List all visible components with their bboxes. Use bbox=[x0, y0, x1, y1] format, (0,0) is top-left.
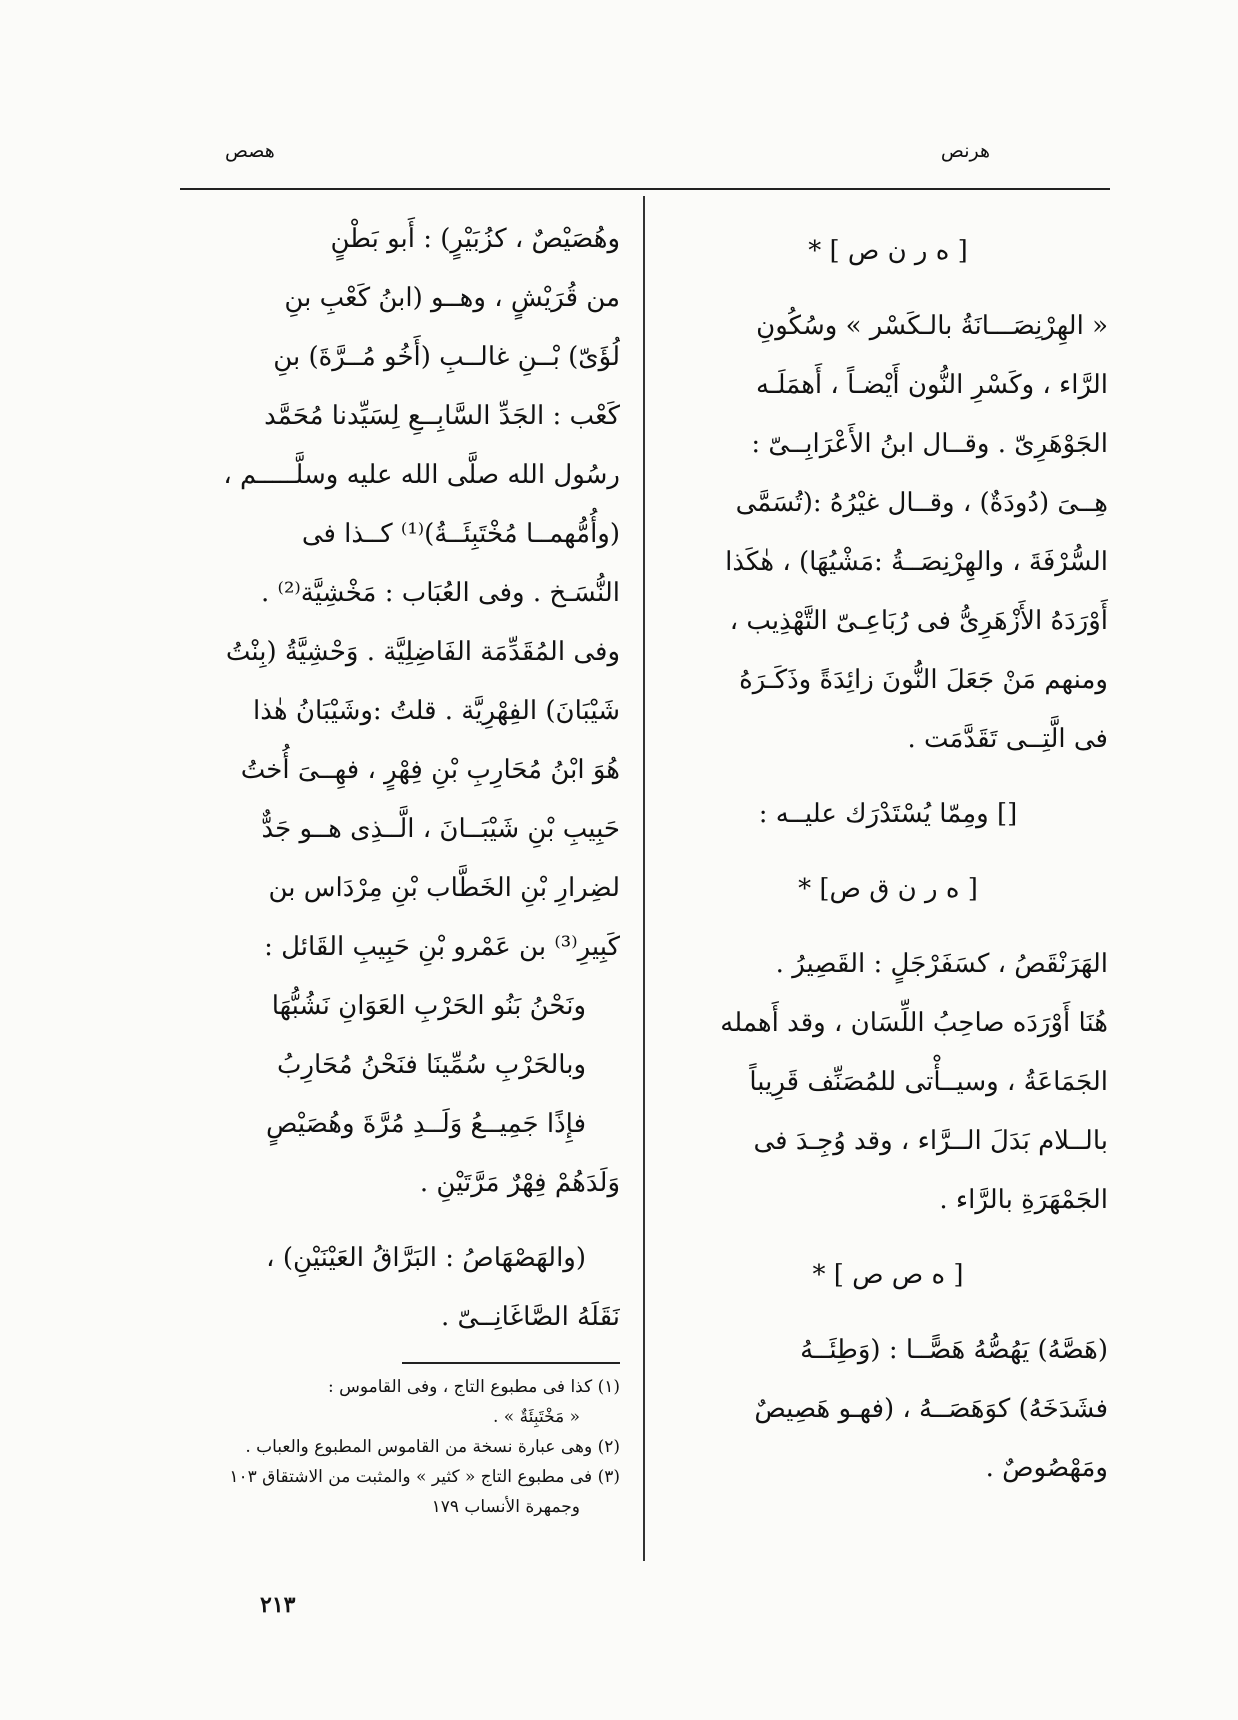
text-line: النُّسَـخ . وفى العُبَاب : مَخْشِيَّة⁽²⁾ . bbox=[261, 578, 620, 608]
verse-line: وبالحَرْبِ سُمِّينَا فنَحْنُ مُحَارِبُ bbox=[277, 1050, 586, 1080]
text-line: أَوْرَدَهُ الأَزْهَرِىُّ فى رُبَاعِـىّ التَّهْذِيب ، bbox=[729, 606, 1108, 636]
footnotes bbox=[180, 1372, 620, 1522]
entry-heading: [ ه ر ن ص ] * bbox=[808, 236, 968, 266]
header-rule bbox=[180, 188, 1110, 190]
text-line: الجَمْهَرَةِ بالرَّاء . bbox=[939, 1185, 1108, 1215]
entry-heading: [ ه ر ن ق ص] * bbox=[798, 874, 978, 904]
footnote: (٣) فى مطبوع التاج « كثير » والمثبت من الاشتقاق ١٠٣ bbox=[229, 1467, 620, 1487]
text-line: فشَدَخَهُ) كوَهَصَــهُ ، (فهـو هَصِيصٌ bbox=[754, 1394, 1108, 1424]
column-divider bbox=[643, 196, 645, 1561]
text-line: وَلَدَهُمْ فِهْرٌ مَرَّتَيْنِ . bbox=[419, 1168, 620, 1198]
text-line: كَعْب : الجَدِّ السَّابِــعِ لِسَيِّدنا مُحَمَّد bbox=[264, 401, 620, 431]
running-header-left: هصص bbox=[225, 140, 275, 162]
text-line: « الهِرْنِصَـــانَةُ بالـكَسْر » وسُكُونِ bbox=[756, 311, 1108, 341]
text-line: من قُرَيْشٍ ، وهــو (ابنُ كَعْبِ بنِ bbox=[284, 283, 620, 313]
text-line: وهُصَيْصٌ ، كزُبَيْرٍ) : أَبو بَطْنٍ bbox=[330, 224, 620, 254]
footnote: (١) كذا فى مطبوع التاج ، وفى القاموس : bbox=[327, 1377, 620, 1397]
text-line: هُنَا أَوْرَدَه صاحِبُ اللِّسَان ، وقد أَهمله bbox=[720, 1008, 1108, 1038]
text-line: (هَصَّهُ) يَهُصُّهُ هَصًّــا : (وَطِئَــهُ bbox=[800, 1335, 1108, 1365]
text-line: شَيْبَانَ) الفِهْرِيَّة . قلتُ :وشَيْبَانُ هٰذا bbox=[253, 696, 620, 726]
text-line: وفى المُقَدِّمَة الفَاضِلِيَّة . وَحْشِيَّةُ (بِنْتُ bbox=[225, 637, 620, 667]
text-line: (وأُمُّهمــا مُخْتَبِئَــةُ)⁽¹⁾ كــذا فى bbox=[301, 519, 620, 549]
text-line: السُّرْفَةَ ، والهِرْنِصَــةُ :مَشْيُهَا) ، هٰكَذا bbox=[725, 547, 1108, 577]
verse-line: ونَحْنُ بَنُو الحَرْبِ العَوَانِ نَشُبُّهَا bbox=[271, 991, 586, 1021]
text-line: الجَمَاعَةُ ، وسيــأْتى للمُصَنِّف قَرِيباً bbox=[749, 1067, 1108, 1097]
addendum-heading: [] ومِمّا يُسْتَدْرَك عليــه : bbox=[758, 799, 1018, 829]
footnote-continuation: « مَخْتَبِئَةٌ » . bbox=[492, 1407, 580, 1427]
text-line: نَقَلَهُ الصَّاغَانِــىّ . bbox=[440, 1302, 620, 1332]
text-line: حَبِيبِ بْنِ شَيْبَــانَ ، الَّــذِى هــو جَدٌّ bbox=[261, 814, 620, 844]
footnote-rule bbox=[402, 1362, 620, 1364]
text-line: الرَّاء ، وكَسْرِ النُّون أَيْضـاً ، أَهمَلَـه bbox=[756, 370, 1108, 400]
text-line: ومَهْصُوصٌ . bbox=[985, 1453, 1108, 1483]
right-column bbox=[668, 222, 1108, 1498]
text-line: رسُول الله صلَّى الله عليه وسلَّـــــم ، bbox=[223, 460, 620, 490]
footnote-continuation: وجمهرة الأنساب ١٧٩ bbox=[431, 1497, 580, 1517]
footnote: (٢) وهى عبارة نسخة من القاموس المطبوع والعباب . bbox=[245, 1437, 620, 1457]
left-column bbox=[180, 210, 620, 1347]
text-line: لُؤَىّ) بْــنِ غالــبِ (أَخُو مُــرَّةَ) بنِ bbox=[273, 342, 620, 372]
text-line: ومنهم مَنْ جَعَلَ النُّونَ زائِدَةً وذَكَـرَهُ bbox=[739, 665, 1108, 695]
text-line: بالــلام بَدَلَ الــرَّاء ، وقد وُجِـدَ فى bbox=[753, 1126, 1108, 1156]
entry-heading: [ ه ص ص ] * bbox=[812, 1260, 964, 1290]
running-header-right: هرنص bbox=[940, 140, 990, 162]
text-line: الجَوْهَرِىّ . وقــال ابنُ الأَعْرَابِــىّ : bbox=[751, 429, 1108, 459]
text-line: الهَرَنْقَصُ ، كسَفَرْجَلٍ : القَصِيرُ . bbox=[775, 949, 1108, 979]
text-line: هِــىَ (دُودَةٌ) ، وقــال غيْرُهُ :(تُسَمَّى bbox=[735, 488, 1108, 518]
text-line: لضِرارِ بْنِ الخَطَّاب بْنِ مِرْدَاس بن bbox=[268, 873, 620, 903]
text-line: (والهَصْهَاصُ : البَرَّاقُ العَيْنَيْنِ) ، bbox=[266, 1243, 586, 1273]
page-number: ٢١٣ bbox=[260, 1592, 296, 1618]
text-line: فى الَّتِــى تَقَدَّمَت . bbox=[907, 724, 1108, 754]
text-line: كَبِيرِ⁽³⁾ بن عَمْرو بْنِ حَبِيبِ القَائل : bbox=[264, 932, 620, 962]
text-line: فإِذًا جَمِيــعُ وَلَــدِ مُرَّةَ وهُصَيْصٍ bbox=[266, 1109, 586, 1139]
text-line: هُوَ ابْنُ مُحَارِبِ بْنِ فِهْرٍ ، فهِــىَ أُختُ bbox=[240, 755, 620, 785]
